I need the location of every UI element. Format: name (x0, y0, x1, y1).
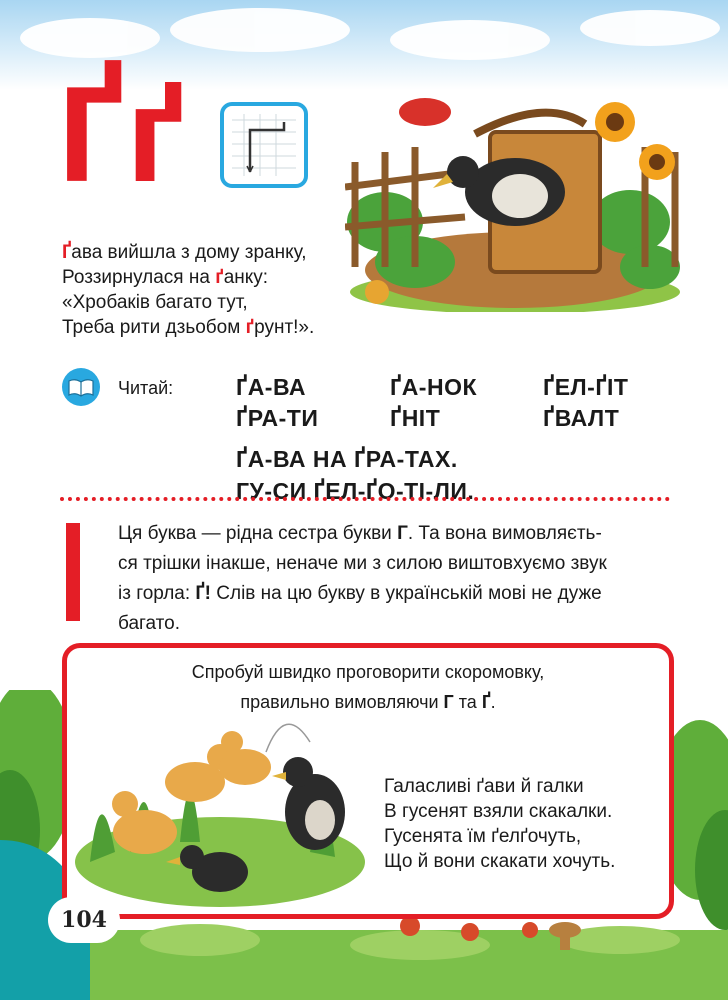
big-letter-lower: ґ (126, 58, 189, 210)
syllable: ҐА-ВА (236, 374, 307, 400)
poem-text: рунт!». (254, 317, 315, 338)
info-text: . Та вона вимовляєть- (407, 523, 602, 544)
syllable: ҐНІТ (390, 405, 441, 431)
highlight-letter: ґ (245, 317, 255, 338)
syllable: ҐВАЛТ (543, 405, 620, 431)
crow-at-gate-illustration (345, 92, 685, 312)
instruction-bold-letter: Ґ (481, 692, 491, 712)
big-letter-upper: Ґ (58, 58, 127, 210)
poem-line: «Хробаків багато тут, (62, 292, 248, 313)
info-bold: Г (397, 523, 408, 544)
instruction-line: Спробуй швидко проговорити скоромовку, (191, 662, 545, 682)
poem-text: ава вийшла з дому зранку, (71, 242, 307, 263)
instruction-text: . (490, 692, 496, 712)
poem-line: В гусенят взяли скакалки. (384, 801, 613, 822)
goslings-and-crows-illustration (70, 712, 370, 912)
instruction-bold-letter: Г (443, 692, 454, 712)
highlight-letter: Ґ (62, 242, 72, 263)
info-line (118, 579, 678, 609)
poem-line: Галасливі ґави й галки (384, 776, 584, 797)
instruction-text: та (453, 692, 482, 712)
info-line: ся трішки інакше, неначе ми з силою виштовхуємо звук (118, 553, 607, 574)
page-number: 104 (48, 897, 120, 943)
red-marker-bar (66, 523, 80, 621)
info-text: Слів на цю букву в українській мові не дуже (211, 583, 602, 604)
poem-text: Треба рити дзьобом (62, 317, 246, 338)
read-sentence: ГУ-СИ ҐЕЛ-ҐО-ТІ-ЛИ. (236, 478, 475, 504)
poem-text: Роззирнулася на (62, 267, 216, 288)
syllable: ҐРА-ТИ (236, 405, 319, 431)
gava-poem (62, 240, 314, 340)
info-line (118, 519, 678, 549)
big-letter (58, 58, 189, 210)
instruction-text: правильно вимовляючи (240, 692, 444, 712)
syllable: ҐА-НОК (390, 374, 478, 400)
info-text: Ця буква — рідна сестра букви (118, 523, 398, 544)
syllable: ҐЕЛ-ҐІТ (543, 374, 629, 400)
poem-line (62, 240, 314, 265)
highlight-letter: ґ (215, 267, 224, 288)
info-line: багато. (118, 613, 181, 634)
poem-text: анку: (223, 267, 269, 288)
info-bold: Ґ! (195, 583, 211, 604)
info-text: із горла: (118, 583, 196, 604)
dotted-divider (60, 497, 670, 501)
poem-line (62, 265, 314, 290)
tongue-twister-poem (384, 774, 615, 874)
poem-line: Гусенята їм ґелґочуть, (384, 826, 582, 847)
letter-writing-guide (220, 102, 308, 188)
poem-line (62, 315, 314, 340)
tongue-twister-instruction (62, 657, 674, 717)
letter-explanation (118, 519, 678, 639)
read-label: Читай: (118, 378, 174, 398)
read-sentence: ҐА-ВА НА ҐРА-ТАХ. (236, 446, 458, 472)
writing-guide-icon (224, 106, 304, 184)
book-icon (61, 367, 101, 407)
poem-line: Що й вони скакати хочуть. (384, 851, 616, 872)
